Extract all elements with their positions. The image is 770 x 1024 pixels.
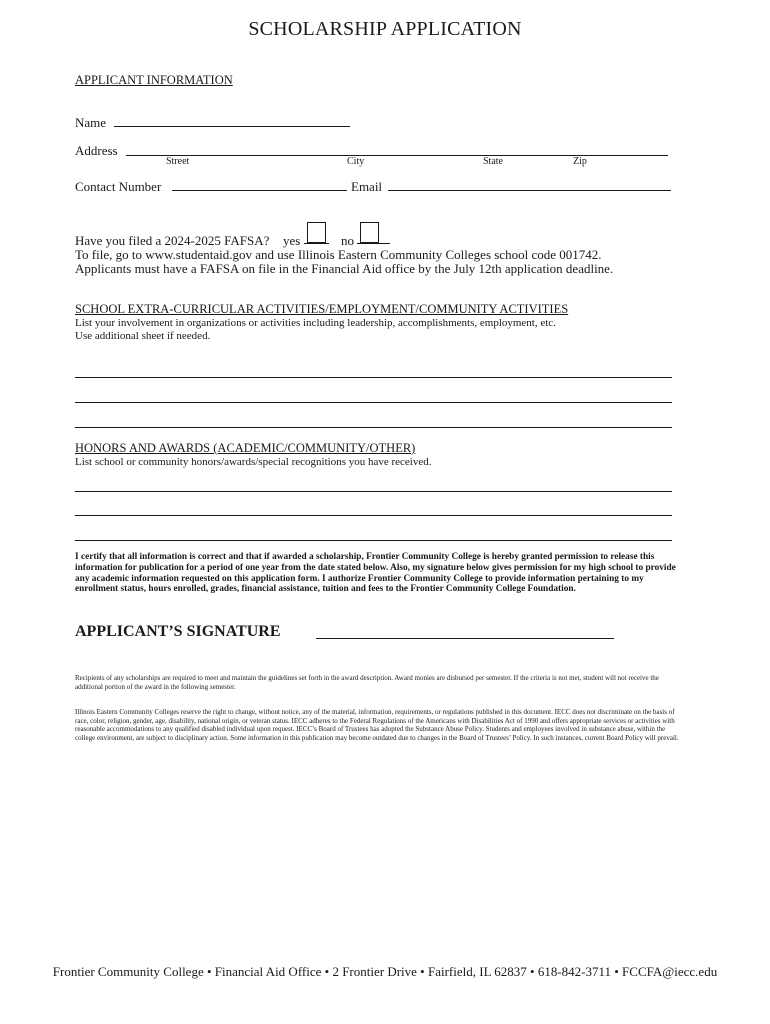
activities-line-3[interactable] — [75, 427, 672, 428]
fafsa-no-underline — [357, 243, 390, 244]
signature-label: APPLICANT’S SIGNATURE — [75, 623, 281, 640]
fafsa-question: Have you filed a 2024-2025 FAFSA? — [75, 233, 270, 248]
address-label: Address — [75, 143, 118, 158]
applicant-info-heading: APPLICANT INFORMATION — [75, 73, 233, 87]
activities-instruction: List your involvement in organizations or activities including leadership, accomplishments, employment, etc. — [75, 317, 556, 329]
fafsa-deadline-line: Applicants must have a FAFSA on file in the Financial Aid office by the July 12th application deadline. — [75, 261, 614, 276]
fafsa-yes-checkbox[interactable] — [307, 222, 326, 243]
email-field[interactable] — [388, 190, 671, 191]
state-sublabel: State — [483, 156, 503, 167]
footer-contact: Frontier Community College • Financial Aid Office • 2 Frontier Drive • Fairfield, IL 62837 • 618-842-3711 • FCCFA@iecc.edu — [52, 964, 718, 979]
honors-line-1[interactable] — [75, 491, 672, 492]
fafsa-yes-label: yes — [283, 233, 301, 248]
page-title: SCHOLARSHIP APPLICATION — [248, 18, 522, 40]
award-guidelines-note: Recipients of any scholarships are required to meet and maintain the guidelines set forth in the award description. Award monies are disbursed per semester. If the criteria is not met, student will not receive the additional portion of the award in the following semester. — [75, 674, 659, 691]
fafsa-instructions-line: To file, go to www.studentaid.gov and use Illinois Eastern Community Colleges school code 001742. — [75, 247, 602, 262]
signature-field[interactable] — [316, 638, 614, 639]
contact-number-label: Contact Number — [75, 179, 162, 194]
street-sublabel: Street — [166, 156, 190, 167]
email-label: Email — [351, 179, 383, 194]
activities-line-1[interactable] — [75, 377, 672, 378]
activities-heading: SCHOOL EXTRA-CURRICULAR ACTIVITIES/EMPLOYMENT/COMMUNITY ACTIVITIES — [75, 302, 569, 316]
name-label: Name — [75, 115, 107, 130]
activities-line-2[interactable] — [75, 402, 672, 403]
fafsa-no-checkbox[interactable] — [360, 222, 379, 243]
honors-line-3[interactable] — [75, 540, 672, 541]
honors-heading: HONORS AND AWARDS (ACADEMIC/COMMUNITY/OTHER) — [75, 441, 416, 455]
activities-additional-sheet-note: Use additional sheet if needed. — [75, 330, 211, 342]
honors-line-2[interactable] — [75, 515, 672, 516]
city-sublabel: City — [347, 156, 365, 167]
zip-sublabel: Zip — [573, 156, 587, 167]
certification-statement: I certify that all information is correct and that if awarded a scholarship, Frontier Community College is hereby granted permission to release this information for publication for a period of one year from the date stated below. Also, my signature below gives permission for my high school to provide any academic information requested on this application form. I authorize Frontier Community College to provide information pertaining to my enrollment status, hours enrolled, grades, financial assistance, tuition and fees to the Frontier Community College Foundation. — [75, 552, 676, 595]
fafsa-yes-underline — [304, 243, 329, 244]
honors-instruction: List school or community honors/awards/special recognitions you have received. — [75, 456, 432, 468]
nondiscrimination-notice: Illinois Eastern Community Colleges reserve the right to change, without notice, any of the material, information, requirements, or regulations published in this document. IECC does not discriminate on the basis of race, color, religion, gender, age, disability, national origin, or veteran status. IECC adheres to the Federal Regulations of the Americans with Disabilities Act of 1990 and offers appropriate services or activities with reasonable accommodations to any qualified disabled individual upon request. IECC’s Board of Trustees has adopted the Substance Abuse Policy. Students and employees involved in substance abuse, within the college environment, are subject to disciplinary action. Some information in this publication may become outdated due to changes in the Board of Trustees’ Policy. In such instances, current Board Policy will prevail. — [75, 708, 679, 742]
fafsa-no-label: no — [341, 233, 354, 248]
name-field[interactable] — [114, 126, 350, 127]
contact-number-field[interactable] — [172, 190, 347, 191]
